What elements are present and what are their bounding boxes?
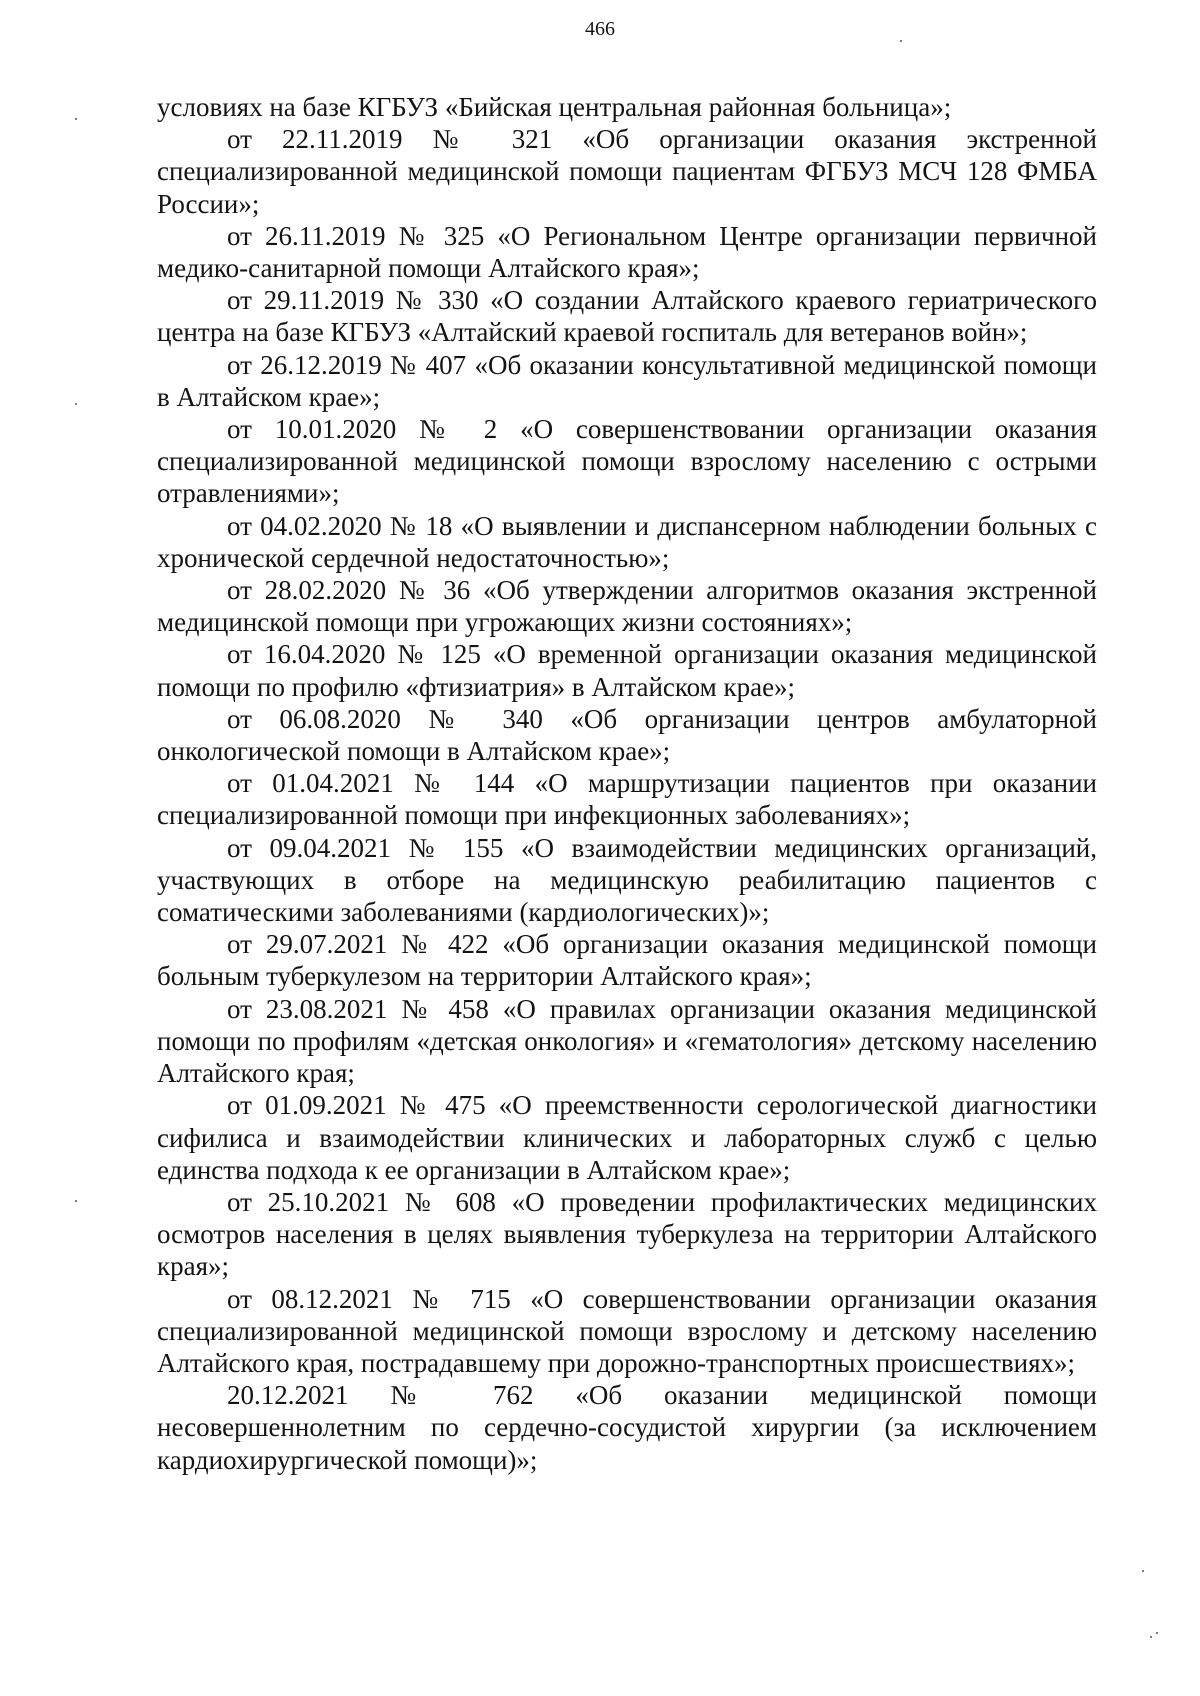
order-list-item: от 29.07.2021 № 422 «Об организации оказания медицинской помощи больным туберкулезом на территории Алтайского края»;	[157, 929, 1097, 992]
paragraph-continuation: условиях на базе КГБУЗ «Бийская центральная районная больница»;	[157, 92, 952, 122]
order-list-item: от 10.01.2020 № 2 «О совершенствовании организации оказания специализированной медицинской помощи взрослому населению с острыми отравлениями»;	[157, 414, 1097, 509]
order-list-item: от 26.11.2019 № 325 «О Региональном Центре организации первичной медико-санитарной помощи Алтайского края»;	[157, 220, 1097, 284]
page-number: 466	[585, 18, 615, 40]
scan-speck	[1156, 1632, 1158, 1634]
order-list-item: от 01.09.2021 № 475 «О преемственности серологической диагностики сифилиса и взаимодействии клинических и лабораторных служб с целью единства подхода к ее организации в Алтайском крае»;	[157, 1090, 1097, 1185]
order-list-item: от 25.10.2021 № 608 «О проведении профилактических медицинских осмотров населения в целях выявления туберкулеза на территории Алтайского края»;	[157, 1186, 1097, 1282]
order-list-item: от 09.04.2021 № 155 «О взаимодействии медицинских организаций, участвующих в отборе на медицинскую реабилитацию пациентов с соматическими заболеваниями (кардиологических)»;	[157, 832, 1097, 928]
document-body	[157, 91, 1097, 1476]
order-list-item: от 22.11.2019 № 321 «Об организации оказания экстренной специализированной медицинской помощи пациентам ФГБУЗ МСЧ 128 ФМБА России»;	[157, 124, 1097, 219]
scan-speck	[75, 403, 77, 405]
scan-speck	[75, 1200, 77, 1202]
order-list-item: от 04.02.2020 № 18 «О выявлении и диспансерном наблюдении больных с хронической сердечной недостаточностью»;	[157, 510, 1097, 573]
order-list-item: от 29.11.2019 № 330 «О создании Алтайского краевого гериатрического центра на базе КГБУЗ «Алтайский краевой госпиталь для ветеранов войн»;	[157, 285, 1097, 348]
order-list-item: 20.12.2021 № 762 «Об оказании медицинской помощи несовершеннолетним по сердечно-сосудистой хирургии (за исключением кардиохирургической помощи)»;	[157, 1380, 1097, 1475]
order-list-item: от 01.04.2021 № 144 «О маршрутизации пациентов при оказании специализированной помощи при инфекционных заболеваниях»;	[157, 768, 1097, 831]
order-list-item: от 16.04.2020 № 125 «О временной организации оказания медицинской помощи по профилю «фтизиатрия» в Алтайском крае»;	[157, 639, 1097, 702]
scan-speck	[1150, 1636, 1152, 1638]
order-list-item: от 06.08.2020 № 340 «Об организации центров амбулаторной онкологической помощи в Алтайском крае»;	[157, 703, 1097, 767]
order-list-item: от 23.08.2021 № 458 «О правилах организации оказания медицинской помощи по профилям «детская онкология» и «гематология» детскому населению Алтайского края;	[157, 993, 1097, 1089]
scan-speck	[900, 40, 902, 42]
scan-speck	[75, 118, 77, 120]
order-list-item: от 08.12.2021 № 715 «О совершенствовании организации оказания специализированной медицинской помощи взрослому и детскому населению Алтайского края, пострадавшему при дорожно-транспортных происшествиях»;	[157, 1283, 1097, 1378]
order-list-item: от 28.02.2020 № 36 «Об утверждении алгоритмов оказания экстренной медицинской помощи при угрожающих жизни состояниях»;	[157, 575, 1097, 638]
scan-speck	[1142, 1570, 1144, 1572]
order-list-item: от 26.12.2019 № 407 «Об оказании консультативной медицинской помощи в Алтайском крае»;	[157, 349, 1097, 412]
